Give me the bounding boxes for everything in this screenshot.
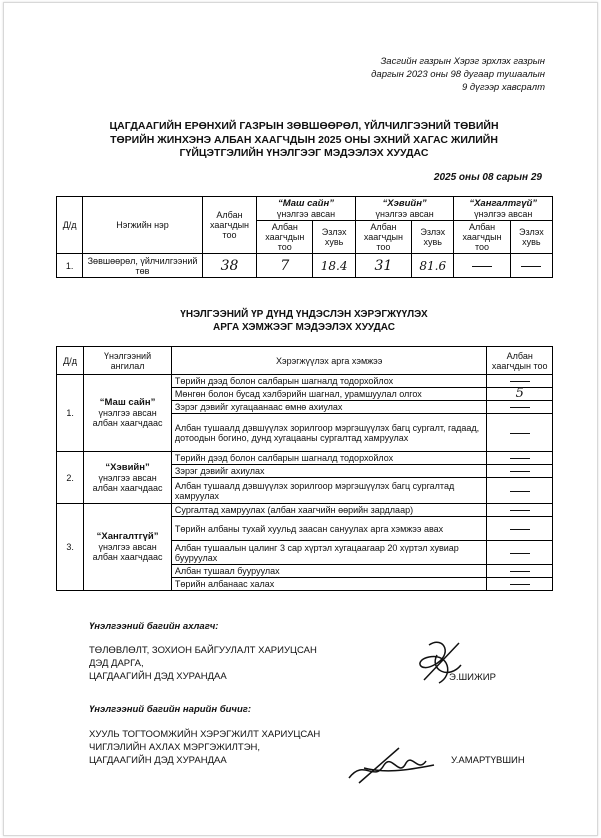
row-insufficient-share [510, 254, 552, 278]
title-line: ТӨРИЙН ЖИНХЭНЭ АЛБАН ХААГЧДЫН 2025 ОНЫ ЭХНИЙ ХАГАС ЖИЛИЙН [110, 133, 498, 146]
category-title: “Маш сайн” [99, 397, 156, 408]
action-count [487, 401, 553, 414]
subtitle-line: АРГА ХЭМЖЭЭГ МЭДЭЭЛЭХ ХУУДАС [213, 322, 395, 333]
group-subtitle: үнэлгээ авсан [375, 208, 434, 219]
group-subtitle: үнэлгээ авсан [474, 208, 533, 219]
leader-heading: Үнэлгээний багийн ахлагч: [89, 621, 219, 632]
secretary-heading: Үнэлгээний багийн нарийн бичиг: [89, 704, 251, 715]
dash-mark [510, 458, 530, 459]
secretary-position [89, 728, 320, 767]
category-cell [84, 504, 172, 591]
secretary-signature [344, 743, 444, 793]
header-count: Албан хаагчдын тоо [355, 221, 411, 254]
group-title: “Маш сайн” [277, 197, 334, 209]
position-line: ЧИГЛЭЛИЙН АХЛАХ МЭРГЭЖИЛТЭН, [89, 742, 261, 753]
approval-line: 9 дүгээр хавсралт [461, 82, 545, 93]
row-insufficient-count [454, 254, 510, 278]
action-text: Төрийн албанаас халах [171, 578, 487, 591]
action-count [487, 541, 553, 565]
category-title: “Хангалтгүй” [96, 531, 159, 542]
row-unit: Зөвшөөрөл, үйлчилгээний төв [83, 254, 203, 278]
title-line: ЦАГДААГИЙН ЕРӨНХИЙ ГАЗРЫН ЗӨВШӨӨРӨЛ, ҮЙЛЧИЛГЭЭНИЙ ТӨВИЙН [109, 120, 499, 132]
row-excellent-share: 18.4 [313, 254, 355, 278]
category-cell [84, 375, 172, 452]
dash-mark [521, 266, 541, 267]
header-no: Д/д [57, 197, 83, 254]
position-line: ДЭД ДАРГА, [89, 658, 144, 669]
group-title: “Хэвийн” [382, 197, 427, 209]
action-count [487, 578, 553, 591]
row-excellent-count: 7 [257, 254, 313, 278]
header-share: Эзлэх хувь [510, 221, 552, 254]
position-line: ЦАГДААГИЙН ДЭД ХУРАНДАА [89, 671, 227, 682]
header-group-insufficient [454, 197, 553, 221]
action-text: Төрийн дээд болон салбарын шагналд тодорхойлох [171, 452, 487, 465]
dash-mark [510, 407, 530, 408]
position-line: ЦАГДААГИЙН ДЭД ХУРАНДАА [89, 755, 227, 766]
header-staff-count: Албан хаагчдын тоо [202, 197, 256, 254]
title-line: ГҮЙЦЭТГЭЛИЙН ҮНЭЛГЭЭГ МЭДЭЭЛЭХ ХУУДАС [179, 147, 429, 159]
action-count [487, 414, 553, 452]
category-no: 1. [57, 375, 84, 452]
document-page [3, 2, 598, 836]
category-no: 2. [57, 452, 84, 504]
category-no: 3. [57, 504, 84, 591]
measures-table [56, 346, 553, 591]
header-group-excellent [257, 197, 356, 221]
action-count [487, 478, 553, 504]
dash-mark [472, 266, 492, 267]
action-count [487, 504, 553, 517]
leader-name: Э.ШИЖИР [449, 672, 496, 683]
action-text: Мөнгөн болон бусад хэлбэрийн шагнал, урамшуулал олгох [171, 388, 487, 401]
header-share: Эзлэх хувь [313, 221, 355, 254]
category-subtitle: үнэлгээ авсан албан хаагчдаас [92, 472, 163, 493]
row-normal-count: 31 [355, 254, 411, 278]
position-line: ТӨЛӨВЛӨЛТ, ЗОХИОН БАЙГУУЛАЛТ ХАРИУЦСАН [89, 645, 317, 656]
results-table [56, 196, 553, 278]
dash-mark [510, 491, 530, 492]
action-text: Зэрэг дэвийг ахиулах [171, 465, 487, 478]
header-unit: Нэгжийн нэр [83, 197, 203, 254]
header-action: Хэрэгжүүлэх арга хэмжээ [171, 347, 487, 375]
header-count: Албан хаагчдын тоо [487, 347, 553, 375]
action-text: Албан тушаалд дэвшүүлэх зорилгоор мэргэшүүлэх багц сургалтад хамруулах [171, 478, 487, 504]
header-category: Үнэлгээний ангилал [84, 347, 172, 375]
leader-signature [399, 635, 479, 695]
header-count: Албан хаагчдын тоо [257, 221, 313, 254]
action-text: Сургалтад хамруулах (албан хаагчийн өөрийн зардлаар) [171, 504, 487, 517]
secretary-name: У.АМАРТҮВШИН [451, 755, 525, 766]
category-cell [84, 452, 172, 504]
dash-mark [510, 433, 530, 434]
measures-title [44, 308, 564, 334]
row-no: 1. [57, 254, 83, 278]
action-count: 5 [487, 388, 553, 401]
header-share: Эзлэх хувь [412, 221, 454, 254]
document-date: 2025 оны 08 сарын 29 [433, 172, 542, 183]
document-title [44, 120, 564, 161]
action-count [487, 565, 553, 578]
dash-mark [510, 584, 530, 585]
action-text: Албан тушаалд дэвшүүлэх зорилгоор мэргэшүүлэх багц сургалт, гадаад, дотоодын богино, дунд хугацааны сургалтад хамруулах [171, 414, 487, 452]
header-group-normal [355, 197, 454, 221]
dash-mark [510, 553, 530, 554]
action-text: Төрийн албаны тухай хуульд заасан сануулах арга хэмжээ авах [171, 517, 487, 541]
header-count: Албан хаагчдын тоо [454, 221, 510, 254]
dash-mark [510, 471, 530, 472]
group-subtitle: үнэлгээ авсан [276, 208, 336, 219]
action-count [487, 465, 553, 478]
action-text: Албан тушаал бууруулах [171, 565, 487, 578]
row-normal-share: 81.6 [412, 254, 454, 278]
group-title: “Хангалтгүй” [469, 197, 538, 209]
action-text: Төрийн дээд болон салбарын шагналд тодорхойлох [171, 375, 487, 388]
action-text: Зэрэг дэвийг хугацаанаас өмнө ахиулах [171, 401, 487, 414]
approval-note [285, 55, 545, 94]
dash-mark [510, 571, 530, 572]
dash-mark [510, 510, 530, 511]
leader-position [89, 644, 317, 683]
approval-line: даргын 2023 оны 98 дугаар тушаалын [371, 69, 545, 80]
category-subtitle: үнэлгээ авсан албан хаагчдаас [92, 408, 163, 428]
action-count [487, 452, 553, 465]
category-subtitle: үнэлгээ авсан албан хаагчдаас [92, 542, 163, 562]
category-title: “Хэвийн” [105, 461, 150, 473]
header-no: Д/д [57, 347, 84, 375]
position-line: ХУУЛЬ ТОГТООМЖИЙН ХЭРЭГЖИЛТ ХАРИУЦСАН [89, 729, 321, 740]
action-count [487, 517, 553, 541]
dash-mark [510, 381, 530, 382]
dash-mark [510, 529, 530, 530]
subtitle-line: ҮНЭЛГЭЭНИЙ ҮР ДҮНД ҮНДЭСЛЭН ХЭРЭГЖҮҮЛЭХ [180, 309, 428, 320]
action-text: Албан тушаалын цалинг 3 сар хүртэл хугацаагаар 20 хүртэл хувиар бууруулах [171, 541, 487, 565]
approval-line: Засгийн газрын Хэрэг эрхлэх газрын [380, 56, 545, 67]
row-staff: 38 [202, 254, 256, 278]
